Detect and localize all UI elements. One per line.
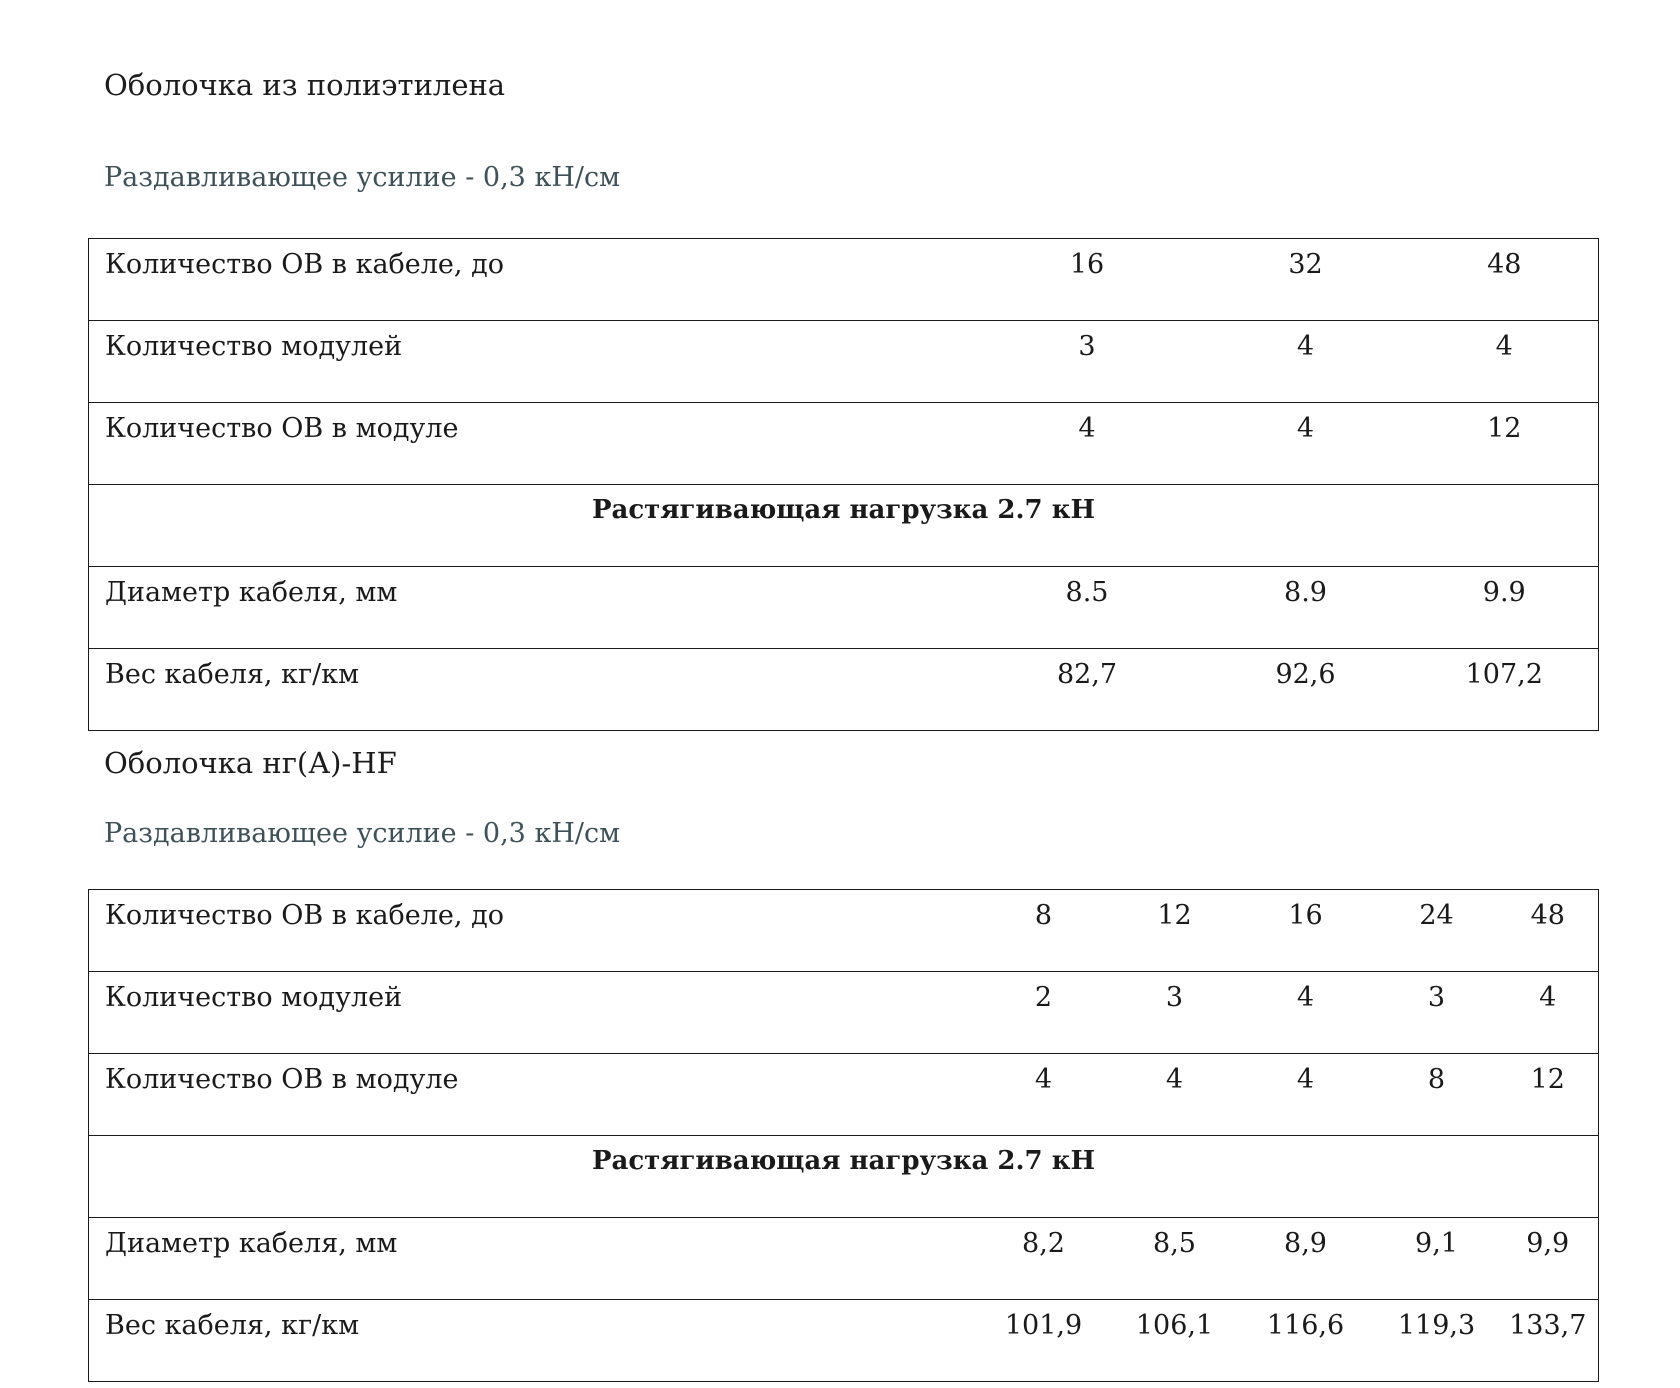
section2-title: Оболочка нг(А)-HF xyxy=(104,746,397,780)
row-label: Количество модулей xyxy=(89,972,974,1054)
cell-value: 16 xyxy=(974,239,1201,321)
cell-value: 4 xyxy=(974,1054,1114,1136)
row-label: Вес кабеля, кг/км xyxy=(89,649,974,731)
row-label: Диаметр кабеля, мм xyxy=(89,1218,974,1300)
table-row xyxy=(89,403,1599,485)
row-label: Количество ОВ в кабеле, до xyxy=(89,239,974,321)
cell-value: 9.9 xyxy=(1411,567,1599,649)
cell-value: 3 xyxy=(1376,972,1498,1054)
section1-title: Оболочка из полиэтилена xyxy=(104,68,506,102)
cell-value: 8,5 xyxy=(1114,1218,1236,1300)
table-row xyxy=(89,239,1599,321)
cell-value: 2 xyxy=(974,972,1114,1054)
cell-value: 4 xyxy=(974,403,1201,485)
cell-value: 92,6 xyxy=(1201,649,1411,731)
table-row xyxy=(89,1054,1599,1136)
cell-value: 106,1 xyxy=(1114,1300,1236,1382)
cell-value: 48 xyxy=(1498,890,1599,972)
section2-subtitle: Раздавливающее усилие - 0,3 кН/см xyxy=(104,818,621,849)
tension-heading: Растягивающая нагрузка 2.7 кН xyxy=(89,485,1599,567)
tension-heading: Растягивающая нагрузка 2.7 кН xyxy=(89,1136,1599,1218)
cell-value: 9,1 xyxy=(1376,1218,1498,1300)
cell-value: 4 xyxy=(1236,1054,1376,1136)
cell-value: 8.9 xyxy=(1201,567,1411,649)
section1-subtitle: Раздавливающее усилие - 0,3 кН/см xyxy=(104,162,621,193)
row-label: Количество ОВ в модуле xyxy=(89,403,974,485)
cell-value: 4 xyxy=(1411,321,1599,403)
table-row xyxy=(89,567,1599,649)
cell-value: 24 xyxy=(1376,890,1498,972)
cell-value: 4 xyxy=(1114,1054,1236,1136)
cell-value: 12 xyxy=(1411,403,1599,485)
row-label: Вес кабеля, кг/км xyxy=(89,1300,974,1382)
row-label: Количество модулей xyxy=(89,321,974,403)
cell-value: 101,9 xyxy=(974,1300,1114,1382)
table-row xyxy=(89,649,1599,731)
cell-value: 4 xyxy=(1498,972,1599,1054)
cell-value: 12 xyxy=(1498,1054,1599,1136)
cell-value: 133,7 xyxy=(1498,1300,1599,1382)
hf-spec-table xyxy=(88,889,1599,1382)
cell-value: 119,3 xyxy=(1376,1300,1498,1382)
table-row xyxy=(89,890,1599,972)
cell-value: 116,6 xyxy=(1236,1300,1376,1382)
cell-value: 4 xyxy=(1201,403,1411,485)
cell-value: 3 xyxy=(1114,972,1236,1054)
row-label: Количество ОВ в модуле xyxy=(89,1054,974,1136)
cell-value: 8,2 xyxy=(974,1218,1114,1300)
cell-value: 8,9 xyxy=(1236,1218,1376,1300)
cell-value: 8 xyxy=(974,890,1114,972)
table-row xyxy=(89,972,1599,1054)
table-row xyxy=(89,1218,1599,1300)
cell-value: 4 xyxy=(1201,321,1411,403)
cell-value: 3 xyxy=(974,321,1201,403)
table-row xyxy=(89,1300,1599,1382)
cell-value: 4 xyxy=(1236,972,1376,1054)
cell-value: 9,9 xyxy=(1498,1218,1599,1300)
row-label: Диаметр кабеля, мм xyxy=(89,567,974,649)
table-row xyxy=(89,321,1599,403)
cell-value: 48 xyxy=(1411,239,1599,321)
cell-value: 8 xyxy=(1376,1054,1498,1136)
table-row xyxy=(89,1136,1599,1218)
cell-value: 16 xyxy=(1236,890,1376,972)
cell-value: 12 xyxy=(1114,890,1236,972)
cell-value: 82,7 xyxy=(974,649,1201,731)
row-label: Количество ОВ в кабеле, до xyxy=(89,890,974,972)
table-row xyxy=(89,485,1599,567)
cell-value: 8.5 xyxy=(974,567,1201,649)
cell-value: 107,2 xyxy=(1411,649,1599,731)
polyethylene-spec-table xyxy=(88,238,1599,731)
cell-value: 32 xyxy=(1201,239,1411,321)
